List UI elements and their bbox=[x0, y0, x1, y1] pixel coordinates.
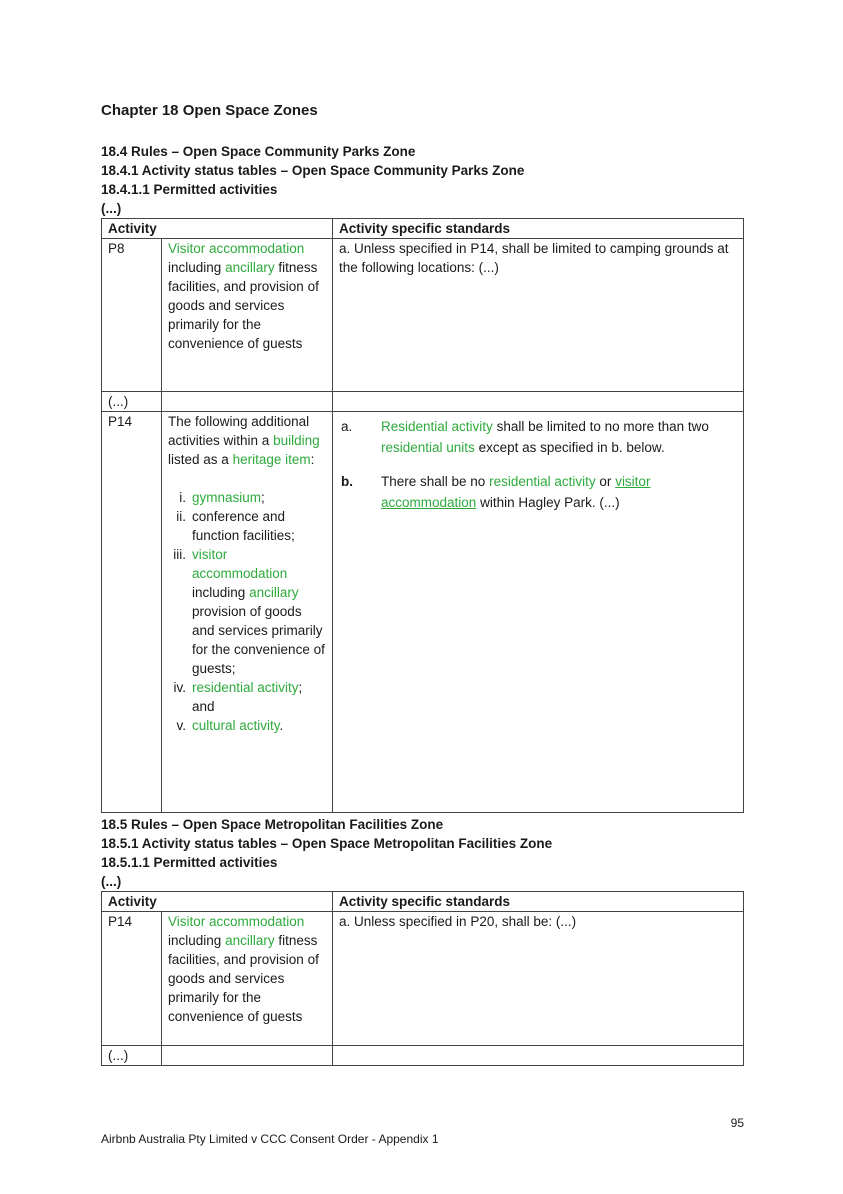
text: within Hagley Park. (...) bbox=[480, 495, 620, 510]
link-ancillary[interactable]: ancillary bbox=[249, 585, 299, 600]
link-residential-units[interactable]: residential units bbox=[381, 440, 475, 455]
list-number: iii. bbox=[173, 547, 186, 562]
activity-standard: a. Unless specified in P20, shall be: (...) bbox=[333, 912, 744, 1046]
list-item bbox=[168, 716, 326, 735]
activity-table-community-parks bbox=[101, 218, 744, 813]
ellipsis-cell: (...) bbox=[102, 392, 162, 412]
link-ancillary[interactable]: ancillary bbox=[225, 260, 275, 275]
text: or bbox=[599, 474, 612, 489]
list-number: ii. bbox=[176, 509, 186, 524]
section-heading-18-4: 18.4 Rules – Open Space Community Parks Zone bbox=[101, 144, 416, 159]
activity-description bbox=[162, 412, 333, 813]
table-row bbox=[102, 1046, 744, 1066]
column-header-standards: Activity specific standards bbox=[333, 892, 744, 912]
ellipsis-marker: (...) bbox=[101, 201, 122, 216]
text: including bbox=[192, 585, 246, 600]
activity-description bbox=[162, 912, 333, 1046]
link-visitor-accommodation[interactable]: Visitor accommodation bbox=[168, 914, 305, 929]
activity-standard bbox=[333, 412, 744, 813]
link-visitor-accommodation[interactable]: visitor accommodation bbox=[192, 547, 288, 581]
activity-standard: a. Unless specified in P14, shall be limited to camping grounds at the following locations: (...) bbox=[333, 239, 744, 392]
text: fitness facilities, and provision of goods and services primarily for the convenience of guests bbox=[168, 933, 319, 1024]
link-ancillary[interactable]: ancillary bbox=[225, 933, 275, 948]
list-item bbox=[168, 545, 326, 678]
text: provision of goods and services primarily for the convenience of guests; bbox=[192, 604, 325, 676]
link-residential-activity[interactable]: Residential activity bbox=[381, 419, 493, 434]
empty-cell bbox=[333, 1046, 744, 1066]
activity-description bbox=[162, 239, 333, 392]
table-header-row bbox=[102, 219, 744, 239]
activity-code: P8 bbox=[102, 239, 162, 392]
list-item bbox=[168, 488, 326, 507]
text: listed as a bbox=[168, 452, 229, 467]
text: including bbox=[168, 260, 222, 275]
column-header-activity: Activity bbox=[102, 892, 333, 912]
table-row bbox=[102, 912, 744, 1046]
table-row bbox=[102, 239, 744, 392]
table-row bbox=[102, 412, 744, 813]
section-heading-18-5-1-1: 18.5.1.1 Permitted activities bbox=[101, 855, 278, 870]
standard-label: b. bbox=[341, 474, 353, 489]
activity-code: P14 bbox=[102, 912, 162, 1046]
list-number: iv. bbox=[173, 680, 186, 695]
ellipsis-marker: (...) bbox=[101, 874, 122, 889]
standard-item-b bbox=[339, 471, 737, 513]
text: The following additional activities within a bbox=[168, 414, 310, 448]
text: ; and bbox=[192, 680, 303, 714]
text: ; bbox=[261, 490, 265, 505]
ellipsis-cell: (...) bbox=[102, 1046, 162, 1066]
text: except as specified in b. below. bbox=[478, 440, 665, 455]
standard-item-a bbox=[339, 416, 737, 458]
section-heading-18-5: 18.5 Rules – Open Space Metropolitan Facilities Zone bbox=[101, 817, 444, 832]
empty-cell bbox=[162, 392, 333, 412]
activity-intro bbox=[168, 412, 326, 469]
section-heading-18-4-1: 18.4.1 Activity status tables – Open Space Community Parks Zone bbox=[101, 163, 525, 178]
link-gymnasium[interactable]: gymnasium bbox=[192, 490, 262, 505]
list-item bbox=[168, 507, 326, 545]
text: shall be limited to no more than two bbox=[496, 419, 709, 434]
link-cultural-activity[interactable]: cultural activity bbox=[192, 718, 280, 733]
text: including bbox=[168, 933, 222, 948]
standards-list bbox=[339, 412, 737, 513]
text: . bbox=[279, 718, 284, 733]
list-number: i. bbox=[179, 490, 186, 505]
text: There shall be no bbox=[381, 474, 486, 489]
link-residential-activity[interactable]: residential activity bbox=[192, 680, 299, 695]
link-visitor-accommodation[interactable]: visitor accommodation bbox=[381, 474, 651, 510]
table-header-row bbox=[102, 892, 744, 912]
text: fitness facilities, and provision of goods and services primarily for the convenience of guests bbox=[168, 260, 319, 351]
activity-code: P14 bbox=[102, 412, 162, 813]
section-heading-18-5-1: 18.5.1 Activity status tables – Open Space Metropolitan Facilities Zone bbox=[101, 836, 553, 851]
text: : bbox=[310, 452, 315, 467]
empty-cell bbox=[333, 392, 744, 412]
text: conference and function facilities; bbox=[192, 509, 295, 543]
empty-cell bbox=[162, 1046, 333, 1066]
link-heritage-item[interactable]: heritage item bbox=[232, 452, 311, 467]
activity-table-metropolitan-facilities bbox=[101, 891, 744, 1066]
link-visitor-accommodation[interactable]: Visitor accommodation bbox=[168, 241, 305, 256]
chapter-title: Chapter 18 Open Space Zones bbox=[101, 102, 318, 119]
list-number: v. bbox=[176, 718, 186, 733]
link-building[interactable]: building bbox=[273, 433, 320, 448]
standard-label: a. bbox=[341, 419, 353, 434]
roman-list bbox=[168, 488, 326, 735]
link-residential-activity[interactable]: residential activity bbox=[489, 474, 596, 489]
table-row bbox=[102, 392, 744, 412]
footer-text: Airbnb Australia Pty Limited v CCC Consent Order - Appendix 1 bbox=[101, 1132, 439, 1146]
column-header-activity: Activity bbox=[102, 219, 333, 239]
list-item bbox=[168, 678, 326, 716]
page-number: 95 bbox=[730, 1116, 744, 1130]
section-heading-18-4-1-1: 18.4.1.1 Permitted activities bbox=[101, 182, 278, 197]
column-header-standards: Activity specific standards bbox=[333, 219, 744, 239]
